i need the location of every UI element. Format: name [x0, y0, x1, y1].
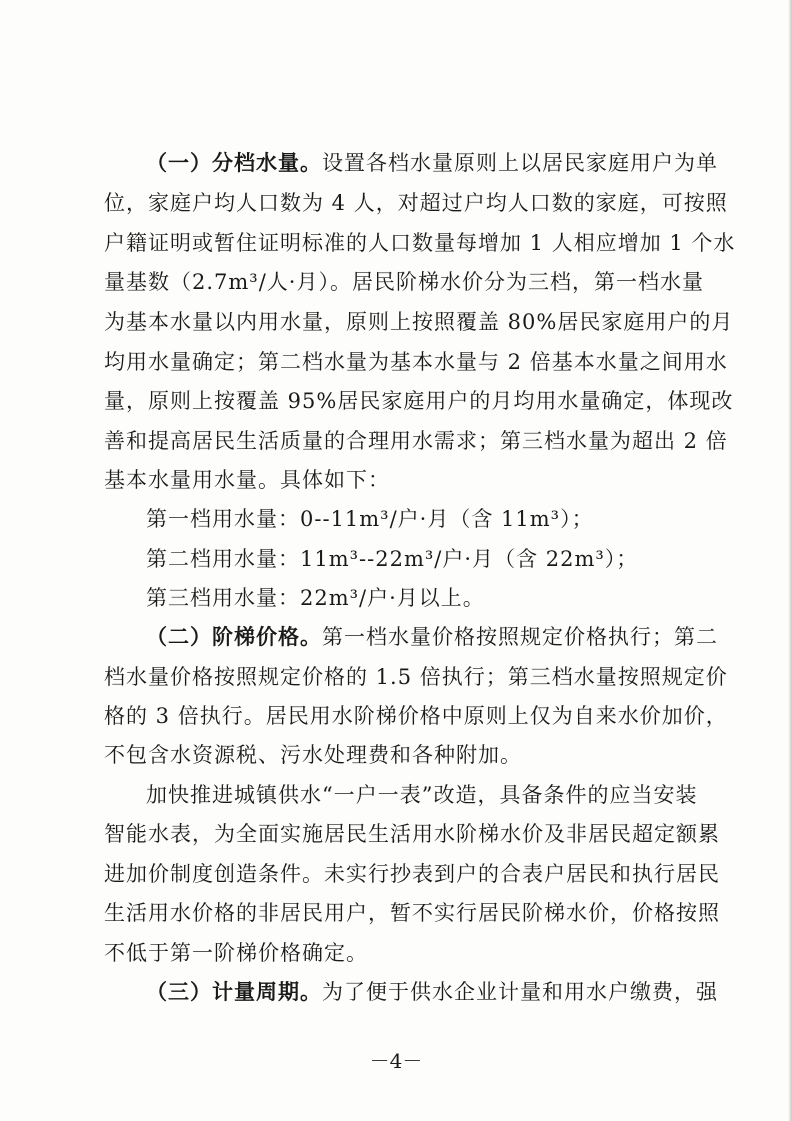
line-text: 格的 3 倍执行。居民用水阶梯价格中原则上仅为自来水价加价，	[104, 704, 728, 728]
line-text: 第三档用水量：22m³/户·月以上。	[146, 586, 485, 610]
text-line	[104, 223, 736, 263]
line-text: 位，家庭户均人口数为 4 人，对超过户均人口数的家庭，可按照	[104, 191, 728, 215]
line-text: 不低于第一阶梯价格确定。	[104, 941, 368, 965]
text-line	[104, 735, 694, 775]
text-line	[104, 814, 720, 854]
line-text: 第二档用水量：11m³--22m³/户·月（含 22m³）；	[146, 547, 639, 571]
line-text: 生活用水价格的非居民用户，暂不实行居民阶梯水价，价格按照	[104, 901, 720, 925]
line-text: 户籍证明或暂住证明标准的人口数量每增加 1 人相应增加 1 个水	[104, 231, 736, 255]
text-line	[146, 143, 718, 183]
line-text: 量，原则上按覆盖 95%居民家庭用户的月均用水量确定，体现改	[104, 389, 734, 413]
text-line	[104, 893, 720, 933]
text-line	[146, 617, 718, 657]
text-line	[104, 421, 728, 461]
text-line	[104, 183, 728, 223]
line-text: 善和提高居民生活质量的合理用水需求；第三档水量为超出 2 倍	[104, 429, 728, 453]
line-text: 第一档用水量：0--11m³/户·月（含 11m³）；	[146, 507, 594, 531]
text-line	[104, 657, 728, 697]
line-text: 基本水量用水量。具体如下：	[104, 468, 390, 492]
text-line	[146, 578, 694, 618]
line-text: 量基数（2.7m³/人·月）。居民阶梯水价分为三档，第一档水量	[104, 270, 704, 294]
line-text: 设置各档水量原则上以居民家庭用户为单	[322, 151, 718, 175]
text-line	[146, 499, 694, 539]
line-text: 第一档水量价格按照规定价格执行；第二	[322, 625, 718, 649]
scan-edge-shadow	[788, 0, 792, 1121]
line-text: 档水量价格按照规定价格的 1.5 倍执行；第三档水量按照规定价	[104, 665, 728, 689]
text-line	[104, 302, 734, 342]
text-line	[146, 775, 698, 815]
text-line	[104, 854, 720, 894]
page-number: －4－	[369, 1049, 423, 1073]
text-line	[104, 460, 694, 500]
line-text: 为了便于供水企业计量和用水户缴费，强	[322, 980, 718, 1004]
text-line	[104, 696, 728, 736]
text-line	[146, 972, 718, 1012]
line-text: 为基本水量以内用水量，原则上按照覆盖 80%居民家庭用户的月	[104, 310, 734, 334]
section-heading: （三）计量周期。	[146, 979, 322, 1004]
text-line	[104, 342, 728, 382]
text-line	[104, 262, 704, 302]
line-text: 智能水表，为全面实施居民生活用水阶梯水价及非居民超定额累	[104, 822, 720, 846]
line-text: 加快推进城镇供水“一户一表”改造，具备条件的应当安装	[146, 783, 698, 807]
line-text: 进加价制度创造条件。未实行抄表到户的合表户居民和执行居民	[104, 862, 720, 886]
text-line	[146, 539, 694, 579]
text-line	[104, 933, 694, 973]
line-text: 均用水量确定；第二档水量为基本水量与 2 倍基本水量之间用水	[104, 350, 728, 374]
section-heading: （二）阶梯价格。	[146, 624, 322, 649]
section-heading: （一）分档水量。	[146, 150, 322, 175]
text-line	[104, 381, 734, 421]
line-text: 不包含水资源税、污水处理费和各种附加。	[104, 743, 522, 767]
